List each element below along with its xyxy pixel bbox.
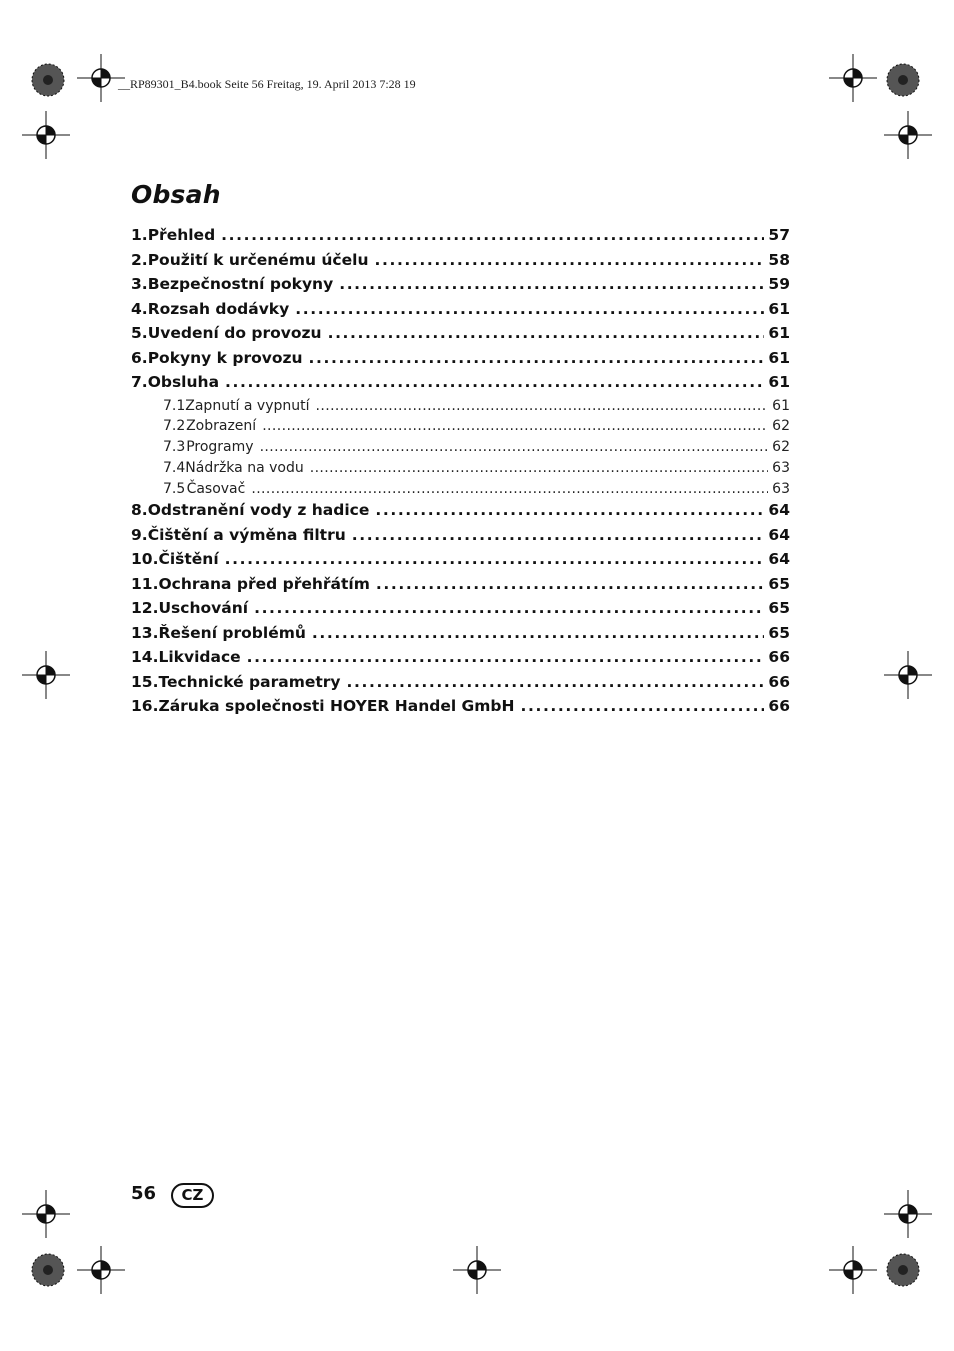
toc-label: Ochrana před přehřátím: [158, 574, 370, 593]
registration-crosshair-icon: [22, 1190, 70, 1238]
toc-label: Bezpečnostní pokyny: [147, 275, 334, 293]
toc-page: 59: [768, 275, 790, 293]
toc-label: Čištění: [158, 550, 219, 569]
registration-crosshair-icon: [884, 651, 932, 699]
toc-number: 8.: [131, 501, 148, 520]
toc-entry: [131, 373, 790, 398]
toc-page: 66: [768, 672, 790, 691]
toc-number: 7.2: [163, 418, 186, 435]
toc-number: 4.: [131, 299, 148, 318]
toc-label: Uschování: [158, 599, 249, 618]
toc-number: 11.: [131, 574, 159, 593]
toc-entry: [131, 526, 790, 551]
toc-number: 7.5: [163, 480, 186, 497]
language-badge: CZ: [171, 1183, 214, 1208]
registration-crosshair-icon: [453, 1246, 501, 1294]
toc-subentry: [131, 439, 790, 460]
toc-page: 61: [768, 324, 790, 342]
toc-page: 66: [768, 697, 790, 716]
registration-crosshair-icon: [829, 54, 877, 102]
toc-leader: [312, 624, 765, 642]
toc-page: 62: [772, 418, 790, 435]
toc-label: Uvedení do provozu: [147, 324, 322, 342]
toc-entry: [131, 575, 790, 600]
toc-label: Použití k určenému účelu: [147, 250, 369, 269]
toc-leader: [221, 226, 764, 244]
registration-crosshair-icon: [884, 111, 932, 159]
toc-number: 7.3: [163, 439, 186, 456]
toc-leader: [375, 501, 764, 519]
corner-sunburst-icon: [30, 1252, 66, 1288]
toc-label: Programy: [186, 439, 254, 456]
toc-number: 2.: [131, 250, 148, 269]
toc-leader: [225, 550, 765, 568]
toc-leader: [316, 398, 769, 414]
registration-crosshair-icon: [77, 1246, 125, 1294]
toc-page: 64: [768, 525, 790, 544]
toc-label: Přehled: [147, 226, 216, 244]
toc-leader: [328, 324, 765, 342]
toc-number: 9.: [131, 525, 148, 544]
toc-entry: [131, 300, 790, 325]
toc-page: 63: [772, 480, 790, 497]
toc-leader: [295, 300, 764, 318]
toc-leader: [374, 251, 764, 269]
toc-page: 58: [768, 250, 790, 269]
toc-label: Řešení problémů: [158, 623, 306, 642]
toc-entry: [131, 226, 790, 251]
toc-label: Odstranění vody z hadice: [147, 501, 370, 520]
toc-leader: [254, 599, 764, 617]
toc-leader: [347, 673, 765, 691]
toc-leader: [251, 481, 768, 497]
toc-label: Nádržka na vodu: [185, 459, 304, 476]
toc-subentry: [131, 398, 790, 419]
toc-page: 62: [772, 439, 790, 456]
toc-number: 7.: [131, 373, 148, 391]
toc-number: 3.: [131, 275, 148, 293]
toc-leader: [376, 575, 765, 593]
print-info-header: __RP89301_B4.book Seite 56 Freitag, 19. April 2013 7:28 19: [118, 77, 416, 91]
toc-page: 64: [768, 501, 790, 520]
toc-page: 61: [768, 299, 790, 318]
corner-sunburst-icon: [30, 62, 66, 98]
toc-entry: [131, 697, 790, 722]
toc-page: 64: [768, 550, 790, 569]
toc-number: 15.: [131, 672, 159, 691]
toc-label: Čištění a výměna filtru: [147, 525, 346, 544]
toc-number: 7.4: [163, 459, 186, 476]
toc-entry: [131, 324, 790, 349]
toc-number: 10.: [131, 550, 159, 569]
registration-crosshair-icon: [829, 1246, 877, 1294]
registration-crosshair-icon: [77, 54, 125, 102]
toc-page: 61: [772, 397, 790, 414]
toc-label: Záruka společnosti HOYER Handel GmbH: [158, 697, 515, 716]
toc-page: 61: [768, 373, 790, 391]
toc-leader: [262, 418, 768, 434]
toc-number: 12.: [131, 599, 159, 618]
toc-label: Likvidace: [158, 648, 241, 667]
toc-leader: [520, 697, 764, 715]
toc-leader: [339, 275, 764, 293]
registration-crosshair-icon: [22, 111, 70, 159]
toc-leader: [247, 648, 765, 666]
toc-entry: [131, 599, 790, 624]
toc-page: 65: [768, 623, 790, 642]
toc-page: 65: [768, 574, 790, 593]
toc-entry: [131, 673, 790, 698]
toc-number: 14.: [131, 648, 159, 667]
toc-number: 13.: [131, 623, 159, 642]
toc-label: Rozsah dodávky: [147, 299, 290, 318]
toc-label: Technické parametry: [158, 672, 341, 691]
toc-subentry: [131, 481, 790, 502]
page-number: 56: [131, 1183, 157, 1204]
toc-page: 65: [768, 599, 790, 618]
corner-sunburst-icon: [885, 62, 921, 98]
toc-entry: [131, 251, 790, 276]
toc-label: Zapnutí a vypnutí: [185, 397, 310, 414]
toc-entry: [131, 275, 790, 300]
toc-subentry: [131, 460, 790, 481]
toc-subentry: [131, 418, 790, 439]
registration-crosshair-icon: [884, 1190, 932, 1238]
toc-page: 61: [768, 348, 790, 367]
toc-label: Pokyny k provozu: [147, 348, 303, 367]
toc-number: 6.: [131, 348, 148, 367]
toc-number: 5.: [131, 324, 148, 342]
toc-leader: [352, 526, 765, 544]
toc-leader: [225, 373, 764, 391]
corner-sunburst-icon: [885, 1252, 921, 1288]
toc-leader: [310, 460, 768, 476]
toc-entry: [131, 624, 790, 649]
toc-entry: [131, 349, 790, 374]
toc-page: 66: [768, 648, 790, 667]
toc-label: Zobrazení: [186, 418, 257, 435]
toc-entry: [131, 501, 790, 526]
toc-number: 7.1: [163, 397, 186, 414]
toc-page: 63: [772, 459, 790, 476]
toc-page: 57: [768, 226, 790, 244]
toc-number: 16.: [131, 697, 159, 716]
registration-crosshair-icon: [22, 651, 70, 699]
toc-entry: [131, 648, 790, 673]
toc-leader: [309, 349, 765, 367]
table-of-contents: [131, 226, 790, 722]
toc-number: 1.: [131, 226, 148, 244]
toc-entry: [131, 550, 790, 575]
page-title: Obsah: [131, 180, 221, 209]
toc-label: Časovač: [186, 480, 246, 497]
toc-label: Obsluha: [147, 373, 220, 391]
toc-leader: [260, 439, 769, 455]
